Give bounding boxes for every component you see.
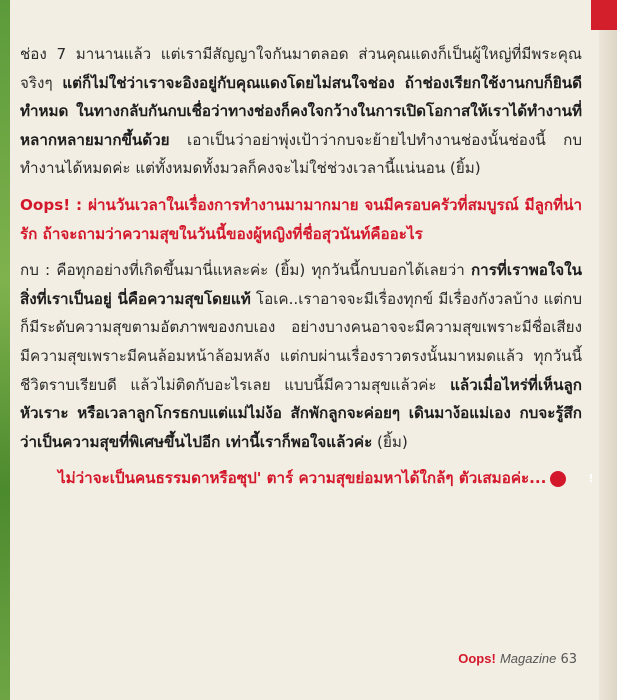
text-run: โอเค..เราอาจจะมีเรื่องทุกข์ มีเรื่องกังวลบ้าง แต่กบก็มีระดับความสุขตามอัตภาพของกบเอง อย่างบางคนอาจจะมีความสุขเพราะมีชื่อเสียง มีความสุขเพราะมีคนล้อมหน้าล้อมหลัง แต่กบผ่านเรื่องราวตรงนั้นมาหมดแล้ว ทุกวันนี้ชีวิตราบเรียบดี แล้วไม่ติดกับอะไรเลย แบบนี้มีความสุขแล้วค่ะ <box>20 289 582 394</box>
answer-paragraph-2 <box>20 256 582 456</box>
closing-line <box>20 464 594 493</box>
closing-text: ไม่ว่าจะเป็นคนธรรมดาหรือซุป' ตาร์ ความสุขย่อมหาได้ใกล้ๆ ตัวเสมอค่ะ... <box>58 469 547 488</box>
footer-brand: Oops! <box>458 651 496 666</box>
bold-text-run: แล้วเมื่อไหร่ที่เห็นลูกหัวเราะ หรือเวลาลูกโกรธกบแต่แม่ไม่ง้อ สักพักลูกจะค่อยๆ เดินมาง้อแม่เอง กบจะรู้สึกว่าเป็นความสุขที่พิเศษขึ้นไปอีก เท่านี้เราก็พอใจแล้วค่ะ <box>20 375 582 451</box>
question-prefix: Oops! : <box>20 195 83 214</box>
bold-text-run: การที่เราพอใจในสิ่งที่เราเป็นอยู่ นี่คือความสุขโดยแท้ <box>20 261 582 308</box>
footer-magazine: Magazine <box>499 651 557 666</box>
question-text: ผ่านวันเวลาในเรื่องการทำงานมามากมาย จนมีครอบครัวที่สมบูรณ์ มีลูกที่น่ารัก ถ้าจะถามว่าความสุขในวันนี้ของผู้หญิงที่ชื่อสุวนันท์คืออะไร <box>20 195 582 243</box>
text-run: เอาเป็นว่าอย่าพุ่งเป้าว่ากบจะย้ายไปทำงานช่องนั้นช่องนี้ กบทำงานได้หมดค่ะ แต่ทั้งหมดทั้งมวลก็คงจะไม่ใช่ช่วงเวลานี้แน่นอน (ยิ้ม) <box>20 130 582 178</box>
page-footer <box>458 651 577 667</box>
bold-text-run: แต่ก็ไม่ใช่ว่าเราจะอิงอยู่กับคุณแดงโดยไม่สนใจช่อง ถ้าช่องเรียกใช้งานกบก็ยินดีทำหมด ในทางกลับกันกบเชื่อว่าทางช่องก็คงใจกว้างในการเปิดโอกาสให้เราได้ทำงานที่หลากหลายมากขึ้นด้วย <box>20 73 582 149</box>
text-run: (ยิ้ม) <box>372 432 408 451</box>
text-run: กบ : คือทุกอย่างที่เกิดขึ้นมานี่แหละค่ะ (ยิ้ม) ทุกวันนี้กบบอกได้เลยว่า <box>20 261 471 280</box>
section-tab <box>591 0 617 30</box>
article-body <box>20 40 594 493</box>
left-photo-edge <box>0 0 10 700</box>
page-number: 63 <box>560 652 577 667</box>
text-run: ช่อง 7 มานานแล้ว แต่เรามีสัญญาใจกันมาตลอด ส่วนคุณแดงก็เป็นผู้ใหญ่ที่มีพระคุณจริงๆ <box>20 45 582 92</box>
answer-paragraph-1 <box>20 40 582 183</box>
interview-question <box>20 191 582 248</box>
end-mark-icon: ! <box>550 471 566 487</box>
page-edge <box>599 30 617 700</box>
